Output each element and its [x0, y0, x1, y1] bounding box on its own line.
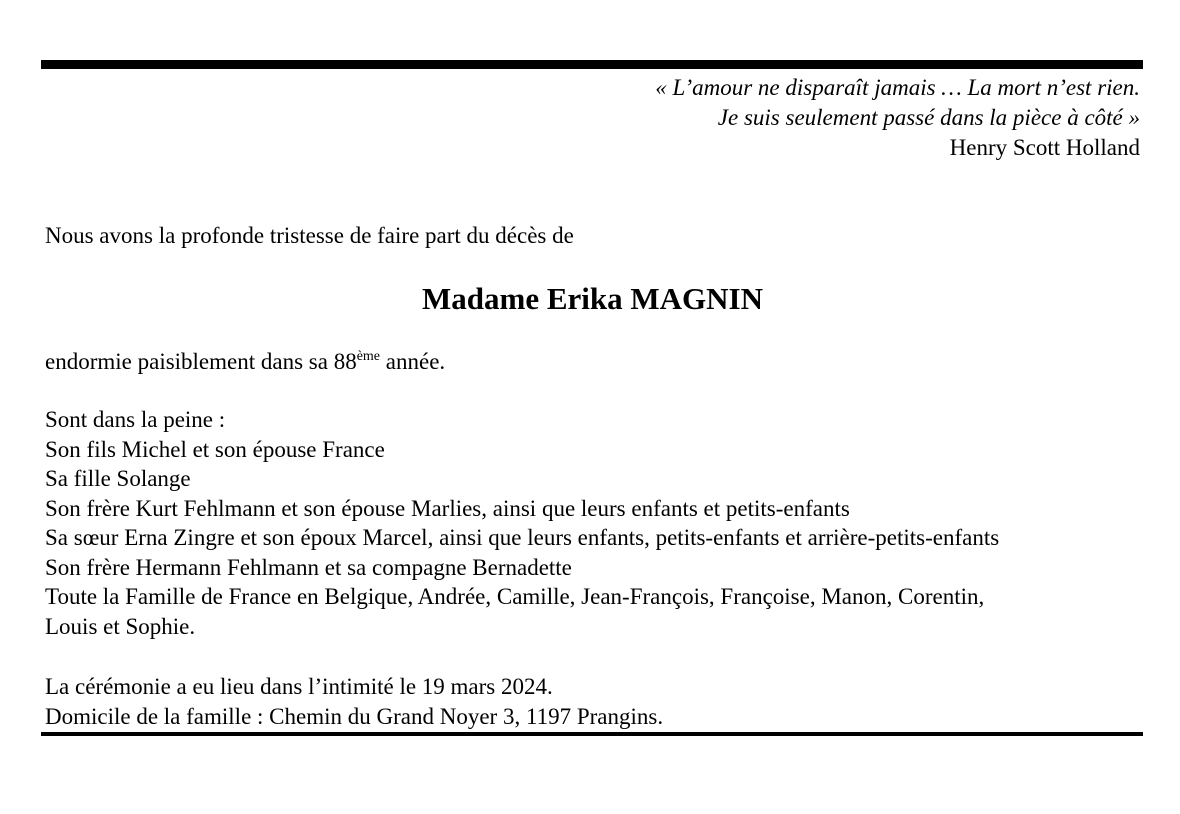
- intro-text: Nous avons la profonde tristesse de faire part du décès de: [45, 223, 574, 248]
- mourner-row: Toute la Famille de France en Belgique, Andrée, Camille, Jean-François, Françoise, Manon, Corentin,: [45, 584, 985, 609]
- mourner-row: Son fils Michel et son épouse France: [45, 436, 385, 462]
- mourner-row: Son frère Hermann Fehlmann et sa compagne Bernadette: [45, 554, 572, 580]
- mourner-row: Son frère Kurt Fehlmann et son épouse Marlies, ainsi que leurs enfants et petits-enfants: [45, 495, 850, 521]
- mourners-list: [45, 405, 999, 641]
- mourner-row: Louis et Sophie.: [45, 613, 196, 639]
- family-address: Domicile de la famille : Chemin du Grand Noyer 3, 1197 Prangins.: [45, 704, 664, 729]
- quote-line-1: « L’amour ne disparaît jamais … La mort n’est rien.: [655, 75, 1140, 100]
- quote-line-2: Je suis seulement passé dans la pièce à côté »: [717, 105, 1140, 130]
- ceremony-text: La cérémonie a eu lieu dans l’intimité le 19 mars 2024.: [45, 674, 553, 699]
- mourner-row: Sa sœur Erna Zingre et son époux Marcel, ainsi que leurs enfants, petits-enfants et arrière-petits-enfants: [45, 525, 1000, 550]
- mourner-row: Sa fille Solange: [45, 466, 191, 491]
- closing-info: [45, 672, 663, 732]
- age-line: [45, 347, 445, 377]
- age-line-after: année.: [380, 349, 446, 374]
- epigraph-quote: [655, 73, 1140, 163]
- quote-author: Henry Scott Holland: [949, 135, 1140, 160]
- age-line-before: endormie paisiblement dans sa 88: [45, 349, 357, 374]
- age-line-ordinal: ème: [356, 349, 381, 364]
- top-border-rule: [41, 60, 1143, 69]
- deceased-name: Madame Erika MAGNIN: [422, 281, 763, 316]
- bottom-border-rule: [41, 732, 1143, 736]
- mourners-heading: Sont dans la peine :: [45, 407, 226, 432]
